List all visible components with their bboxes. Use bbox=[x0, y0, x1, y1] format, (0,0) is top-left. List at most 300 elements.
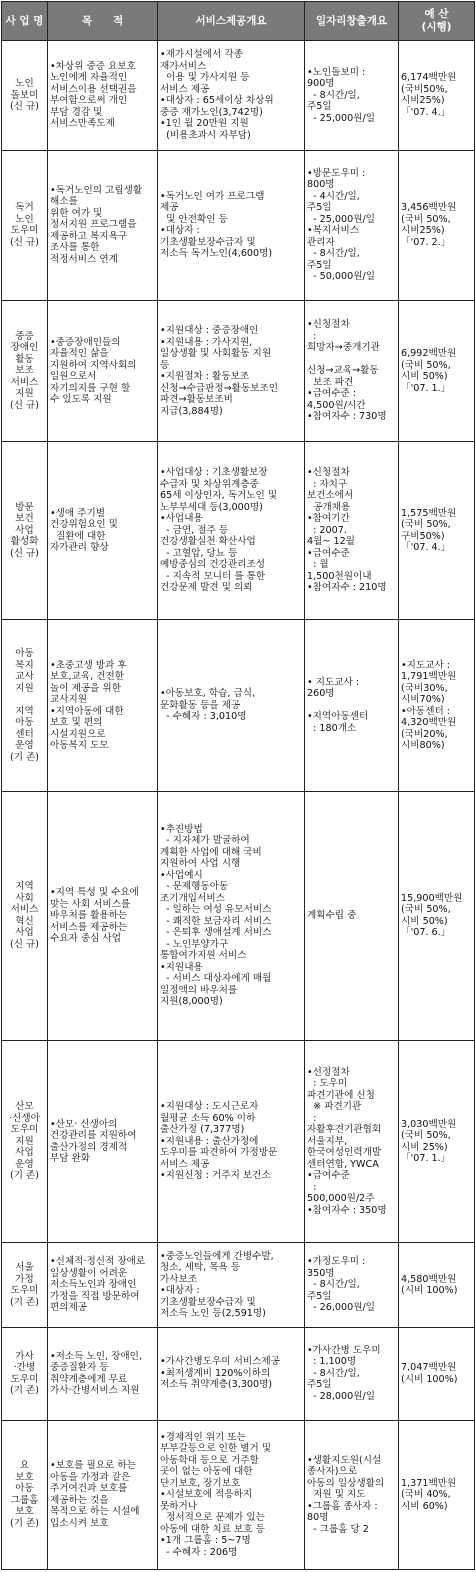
cell-line: - 문제행동아동 bbox=[160, 881, 229, 893]
cell-line: 활동 bbox=[15, 353, 34, 365]
cell-line: 7,047백만원 bbox=[401, 1362, 457, 1374]
cell-purpose bbox=[48, 442, 158, 619]
cell-line: 사업 bbox=[15, 524, 34, 536]
cell-line: 아동의 일상생활의 bbox=[307, 1477, 385, 1489]
cell-line: 위한 여가 및 bbox=[50, 207, 103, 219]
cell-line: (국비 50%, bbox=[401, 213, 451, 225]
cell-line: •차상위 중증 요보호 bbox=[50, 60, 136, 72]
cell-line: (시비 100%) bbox=[401, 1373, 458, 1385]
cell-line: : bbox=[307, 330, 317, 342]
cell-purpose bbox=[48, 1420, 158, 1569]
cell-line: (신 규) bbox=[9, 399, 40, 411]
cell-line: 공개채용 bbox=[307, 501, 351, 513]
cell-line: •산모· 신생아의 bbox=[50, 1118, 118, 1130]
cell-line: 1,791백만원 bbox=[401, 671, 457, 683]
cell-line: 정서적으로 문제가 있는 bbox=[160, 1512, 265, 1524]
cell-line: 편의제공 bbox=[50, 1302, 88, 1314]
cell-line: 가사보조 bbox=[160, 1273, 198, 1285]
cell-line: 시비 50%) bbox=[401, 915, 448, 927]
header-service: 서비스제공개요 bbox=[158, 2, 305, 41]
cell-line: 「'07. 4.」 bbox=[401, 106, 451, 118]
cell-line: •저소득 노인, 장애인, bbox=[50, 1350, 142, 1362]
cell-line: 260명 bbox=[307, 688, 335, 700]
cell-line: 서비스를 제공하는 bbox=[50, 921, 128, 933]
cell-line: 시설지원으로 bbox=[50, 728, 106, 740]
cell-line: •지역아동센터 bbox=[307, 711, 369, 723]
cell-line: 가정을 직접 방문하여 bbox=[50, 1290, 140, 1302]
cell-line: 노부부세대 등(3,000명) bbox=[160, 501, 263, 513]
cell-line: 서비스 bbox=[10, 376, 39, 388]
cell-line: •추진방법 bbox=[160, 823, 203, 835]
table-row bbox=[2, 1327, 475, 1420]
cell-line: •지원신청 : 거주지 보건소 bbox=[160, 1170, 271, 1182]
cell-line: 중증 재가노인(3,742명) bbox=[160, 106, 263, 118]
cell-line: : 180개소 bbox=[307, 722, 357, 734]
cell-line: ·간병 bbox=[13, 1362, 36, 1374]
cell-line: (시비 100%) bbox=[401, 1285, 458, 1297]
cell-line: •아동보호, 학습, 급식, bbox=[160, 688, 256, 700]
cell-line: 교사지원 bbox=[50, 694, 88, 706]
table-row bbox=[2, 619, 475, 791]
cell-line: 돌보미 bbox=[10, 89, 39, 101]
cell-line: : bbox=[307, 1112, 317, 1124]
cell-line: •독거노인 여가 프로그램 bbox=[160, 190, 265, 202]
cell-line: 저소득 독거노인(4,600명) bbox=[160, 248, 273, 260]
cell-line: 부담 완화 bbox=[50, 1153, 91, 1165]
cell-line: 65세 이상인자, 독거노인 및 bbox=[160, 490, 278, 502]
cell-line: 일상생활이 어려운 bbox=[50, 1267, 128, 1279]
cell-line: •급여수준 : bbox=[307, 388, 357, 400]
cell-line: : bbox=[307, 1181, 317, 1193]
cell-line: 수요자 중심 사업 bbox=[50, 933, 121, 945]
cell-line: 관리자 bbox=[307, 236, 335, 248]
cell-service bbox=[158, 1327, 305, 1420]
cell-line: : 월 bbox=[307, 559, 329, 571]
cell-line: - 50,000원/일 bbox=[307, 271, 375, 283]
cell-line: 운영 bbox=[15, 740, 34, 752]
cell-jobs bbox=[305, 150, 399, 300]
cell-line: 신청→교육→활동 bbox=[307, 365, 379, 377]
cell-line: 파견→활동보조비 bbox=[160, 394, 233, 406]
cell-line: 주5일 bbox=[307, 202, 332, 214]
cell-line: •지역아동에 대한 bbox=[50, 705, 124, 717]
cell-line: 4,500원/시간 bbox=[307, 399, 366, 411]
cell-line: 월평균 소득 60% 이하 bbox=[160, 1112, 256, 1124]
cell-line: 1,575백만원 bbox=[401, 507, 457, 519]
cell-line: 4,580백만원 bbox=[401, 1273, 457, 1285]
cell-line: •지원내용 bbox=[160, 961, 203, 973]
cell-line: 4,320백만원 bbox=[401, 717, 457, 729]
cell-budget bbox=[399, 1040, 475, 1243]
cell-line: : 2007. bbox=[307, 524, 347, 536]
cell-jobs bbox=[305, 619, 399, 791]
cell-line: (국비 50%, bbox=[401, 904, 451, 916]
cell-line: 주거여건과 보호를 bbox=[50, 1483, 128, 1495]
cell-line: 시비80%) bbox=[401, 740, 445, 752]
cell-line: •그룹홈 종사자 : bbox=[307, 1500, 378, 1512]
cell-line: •대상자 : 65세이상 차상위 bbox=[160, 95, 274, 107]
cell-line: 중증질환자 등 bbox=[50, 1362, 109, 1374]
cell-line: 부부갈등으로 인한 별거 및 bbox=[160, 1443, 272, 1455]
cell-line: 가정 bbox=[15, 1273, 34, 1285]
cell-line: 건강생활실천 확산사업 bbox=[160, 536, 256, 548]
cell-purpose bbox=[48, 1243, 158, 1327]
cell-line: 서비스 제공 bbox=[160, 1158, 210, 1170]
cell-line: 및 안전확인 등 bbox=[160, 213, 228, 225]
cell-line: 운영 bbox=[15, 1158, 34, 1170]
cell-line: 통합여가지원 서비스 bbox=[160, 950, 247, 962]
cell-line: 취약계층에게 무료 bbox=[50, 1373, 128, 1385]
cell-line: •복지서비스 bbox=[307, 225, 359, 237]
cell-line: 6,174백만원 bbox=[401, 72, 457, 84]
cell-line: (국비 50%, bbox=[401, 519, 451, 531]
cell-line: •대상자 : bbox=[160, 1285, 200, 1297]
cell-line: (국비 50%, bbox=[401, 359, 451, 371]
cell-line: 일정액의 바우처를 bbox=[160, 984, 238, 996]
cell-line: ※ 파견기관 bbox=[307, 1101, 362, 1113]
cell-name bbox=[2, 1040, 48, 1243]
cell-line: 사회 bbox=[15, 892, 34, 904]
cell-name bbox=[2, 792, 48, 1040]
cell-jobs bbox=[305, 1040, 399, 1243]
cell-line: 장애인 bbox=[10, 342, 39, 354]
cell-line: •중증노인들에게 간병수발, bbox=[160, 1250, 274, 1262]
cell-line: •급여수준 bbox=[307, 547, 350, 559]
cell-line: 교사 bbox=[15, 671, 34, 683]
cell-line: 복지 bbox=[15, 659, 34, 671]
cell-line: 「'07. 6.」 bbox=[401, 927, 451, 939]
cell-line: 그룹홈 bbox=[10, 1494, 39, 1506]
cell-line: 서비스만족도제 bbox=[50, 118, 115, 130]
cell-line: 이용 및 가사지원 등 bbox=[160, 72, 250, 84]
cell-name bbox=[2, 41, 48, 151]
cell-line: 보건 bbox=[15, 513, 34, 525]
header-purpose: 목 적 bbox=[48, 2, 158, 41]
cell-service bbox=[158, 1040, 305, 1243]
cell-line: •지원내용 : 가사지원, bbox=[160, 336, 253, 348]
cell-line: •초중고생 방과 후 bbox=[50, 659, 127, 671]
cell-jobs bbox=[305, 442, 399, 619]
cell-service bbox=[158, 41, 305, 151]
cell-line: 서비스 제공 bbox=[160, 83, 210, 95]
cell-line: 독거 bbox=[15, 202, 34, 214]
cell-jobs bbox=[305, 300, 399, 442]
cell-line: 센터 bbox=[15, 728, 34, 740]
cell-line: 부담 경감 및 bbox=[50, 106, 103, 118]
cell-line: 희망자→중개기관 bbox=[307, 342, 380, 354]
cell-line: 구비50%) bbox=[401, 530, 445, 542]
cell-line: 지원하여 지역사회의 bbox=[50, 359, 137, 371]
cell-line: 정서지원 프로그램을 bbox=[50, 219, 137, 231]
cell-line: 보호 bbox=[15, 1506, 34, 1518]
cell-line: •참여자수 : 730명 bbox=[307, 411, 387, 423]
cell-line: 자율적인 삶을 bbox=[50, 348, 109, 360]
cell-line: 350명 bbox=[307, 1267, 335, 1279]
cell-line: 계획수립 중 bbox=[307, 910, 357, 922]
cell-line: 출산가정의 경제적 bbox=[50, 1141, 128, 1153]
cell-line: •지원대상 : 중증장애인 bbox=[160, 325, 259, 337]
cell-line: (국비 50%, bbox=[401, 1130, 451, 1142]
table-body bbox=[2, 41, 475, 1570]
cell-line: 아동 bbox=[15, 1483, 34, 1495]
cell-line: 시비25%) bbox=[401, 225, 445, 237]
cell-purpose bbox=[48, 1040, 158, 1243]
cell-line: - 수혜자 : 206명 bbox=[160, 1546, 238, 1558]
cell-line: 아동복지 도모 bbox=[50, 740, 109, 752]
table-row bbox=[2, 150, 475, 300]
cell-line: •지도교사 : bbox=[401, 659, 451, 671]
cell-line: 시비25%) bbox=[401, 95, 445, 107]
cell-budget bbox=[399, 150, 475, 300]
cell-line: 지급(3,884명) bbox=[160, 405, 223, 417]
cell-line: (국비50%, bbox=[401, 83, 448, 95]
cell-line: 노인 bbox=[15, 78, 34, 89]
cell-line: - 쾌적한 보금자리 서비스 bbox=[160, 915, 272, 927]
cell-line: 「'07. 1.」 bbox=[401, 382, 451, 394]
cell-line: - 그룹홈 당 2 bbox=[307, 1523, 369, 1535]
cell-budget bbox=[399, 442, 475, 619]
cell-line: 자활후견기관협회 bbox=[307, 1124, 382, 1136]
cell-line: 보조 bbox=[15, 365, 34, 377]
cell-line: 보호,교육, 건전한 bbox=[50, 671, 125, 683]
cell-line: •생활지도원(시설 bbox=[307, 1454, 382, 1466]
cell-line: (국비30%, bbox=[401, 682, 448, 694]
cell-line: 시비 25%) bbox=[401, 1141, 448, 1153]
cell-line: (국비 40%, bbox=[401, 1489, 451, 1501]
cell-line: •지역 특성 및 수요에 bbox=[50, 887, 139, 899]
cell-line: (신 규) bbox=[9, 236, 40, 248]
cell-line: 지원하여 사업 시행 bbox=[160, 858, 241, 870]
cell-line: 15,900백만원 bbox=[401, 892, 463, 904]
cell-name bbox=[2, 442, 48, 619]
table-row bbox=[2, 792, 475, 1040]
cell-name bbox=[2, 1420, 48, 1569]
cell-line: - 금연, 절주 등 bbox=[160, 524, 229, 536]
cell-line: •1개 그룹홈 : 5~7명 bbox=[160, 1535, 251, 1547]
cell-line: •재가시설에서 각종 bbox=[160, 49, 243, 61]
cell-line: •아동센터 : bbox=[401, 705, 451, 717]
cell-line: 자기의지를 구현 할 bbox=[50, 382, 131, 394]
cell-line: •지원내용 : 출산가정에 bbox=[160, 1135, 259, 1147]
cell-line: (기 존) bbox=[9, 1517, 40, 1529]
cell-line: •참여기간 bbox=[307, 513, 350, 525]
cell-line: 놀이 제공을 위한 bbox=[50, 682, 121, 694]
cell-line: 노인 bbox=[15, 213, 34, 225]
table-row bbox=[2, 1040, 475, 1243]
cell-line: 보호 및 편의 bbox=[50, 717, 103, 729]
cell-line: •참여자수 : 350명 bbox=[307, 1204, 387, 1216]
cell-budget bbox=[399, 1243, 475, 1327]
header-budget: 예 산 (시행) bbox=[399, 2, 475, 41]
cell-line: •신청절차 bbox=[307, 467, 350, 479]
cell-line: 수급자 및 차상위계층중 bbox=[160, 478, 259, 490]
cell-line: 1,371백만원 bbox=[401, 1477, 457, 1489]
cell-line: - 일하는 여성 유모서비스 bbox=[160, 904, 272, 916]
cell-line: 시비 60%) bbox=[401, 1500, 448, 1512]
cell-line: 주5일 bbox=[307, 259, 332, 271]
cell-line: 지원 bbox=[15, 682, 34, 694]
cell-line: 아동학대 등으로 거주할 bbox=[160, 1454, 259, 1466]
cell-line: 저소득 노인 등(2,591명) bbox=[160, 1308, 266, 1320]
table-header-row bbox=[2, 2, 475, 41]
cell-jobs bbox=[305, 1327, 399, 1420]
cell-line: 지원(8,000명) bbox=[160, 996, 223, 1008]
cell-line: 도우미 bbox=[10, 1285, 39, 1297]
cell-line: •생애 주기별 bbox=[50, 507, 106, 519]
cell-line: 일상생활 및 사회활동 지원 bbox=[160, 348, 272, 360]
cell-line: 800명 bbox=[307, 179, 335, 191]
cell-line: 저소득 취약계층(3,300명) bbox=[160, 1379, 273, 1391]
cell-line: •보호를 필요로 하는 bbox=[50, 1460, 136, 1472]
cell-purpose bbox=[48, 619, 158, 791]
cell-line: 사업 bbox=[15, 927, 34, 939]
cell-budget bbox=[399, 619, 475, 791]
cell-line: (기 존) bbox=[9, 751, 40, 763]
cell-line: 아동 bbox=[15, 717, 34, 729]
cell-line: (비용초과시 자부담) bbox=[160, 129, 251, 141]
cell-line: 질환에 대한 bbox=[50, 530, 106, 542]
cell-line: - 지속적 모니터 를 통한 bbox=[160, 570, 266, 582]
cell-purpose bbox=[48, 1327, 158, 1420]
cell-line: 종사자)으로 bbox=[307, 1466, 358, 1478]
cell-line: : 자치구 bbox=[307, 478, 348, 490]
cell-line: 「'07. 4.」 bbox=[401, 542, 451, 554]
cell-line: 보건소에서 bbox=[307, 490, 354, 502]
cell-purpose bbox=[48, 41, 158, 151]
cell-line: 한국여성인력개발 bbox=[307, 1147, 382, 1159]
cell-line: •노인돌보미 : bbox=[307, 66, 366, 78]
cell-line: 아동을 가정과 같은 bbox=[50, 1471, 131, 1483]
cell-line: 목적으로 하는 시설에 bbox=[50, 1506, 140, 1518]
cell-line: 수 있도록 지원 bbox=[50, 394, 112, 406]
cell-line: 「'07. 2.」 bbox=[401, 236, 451, 248]
cell-line bbox=[307, 700, 396, 712]
cell-purpose bbox=[48, 150, 158, 300]
cell-budget bbox=[399, 1420, 475, 1569]
cell-line: 1,500천원이내 bbox=[307, 570, 372, 582]
cell-line: • 지도교사 : bbox=[307, 676, 360, 688]
cell-budget bbox=[399, 300, 475, 442]
cell-line: 시비 50%) bbox=[401, 371, 448, 383]
cell-line: 지역 bbox=[15, 881, 34, 893]
cell-line: •시설보호에 적응하지 bbox=[160, 1489, 253, 1501]
cell-purpose bbox=[48, 300, 158, 442]
cell-line: •가사간병도우미 서비스제공 bbox=[160, 1356, 280, 1368]
cell-line: 서비스이용 선택권을 bbox=[50, 83, 137, 95]
cell-line: - 25,000원/일 bbox=[307, 112, 375, 124]
cell-line: - 8시간/일, bbox=[307, 1367, 360, 1379]
cell-line: - 은퇴후 생애설계 서비스 bbox=[160, 927, 272, 939]
cell-line: 곳이 없는 아동에 대한 bbox=[160, 1466, 253, 1478]
cell-line: 도우미 bbox=[10, 1124, 39, 1136]
cell-line: 기초생활보장수급자 및 bbox=[160, 236, 256, 248]
cell-line: 방문 bbox=[15, 501, 34, 513]
cell-budget bbox=[399, 1327, 475, 1420]
cell-line: •사업예시 bbox=[160, 869, 203, 881]
cell-line: 지역 bbox=[15, 705, 34, 717]
cell-line: 조기개입서비스 bbox=[160, 892, 225, 904]
cell-name bbox=[2, 1327, 48, 1420]
table-row bbox=[2, 1420, 475, 1569]
cell-line: 청소, 세탁, 목욕 등 bbox=[160, 1262, 241, 1274]
cell-line: 건강위험요인 및 bbox=[50, 519, 118, 531]
cell-line: 6,992백만원 bbox=[401, 348, 457, 360]
cell-line: 입소시켜 보호 bbox=[50, 1517, 109, 1529]
cell-line: 출산가정 (7,377명) bbox=[160, 1124, 245, 1136]
cell-line: 요 bbox=[19, 1460, 30, 1472]
cell-line: 아동 bbox=[15, 648, 34, 660]
cell-service bbox=[158, 1243, 305, 1327]
cell-line: 지원 bbox=[15, 388, 34, 400]
cell-line: 조사를 통한 bbox=[50, 242, 100, 254]
cell-line: 중증 bbox=[15, 330, 34, 342]
cell-line: 저소득노인과 장애인 bbox=[50, 1279, 137, 1291]
cell-line: •신청절차 bbox=[307, 319, 350, 331]
cell-line: 못하거나 bbox=[160, 1500, 198, 1512]
cell-name bbox=[2, 1243, 48, 1327]
cell-line: - 수혜자 : 3,010명 bbox=[160, 711, 247, 723]
cell-line: - 노인부양가구 bbox=[160, 938, 229, 950]
header-name: 사 업 명 bbox=[2, 2, 48, 41]
cell-line: 주5일 bbox=[307, 101, 332, 112]
cell-line: 시비70%) bbox=[401, 694, 445, 706]
cell-line: 보조 파견 bbox=[307, 376, 354, 388]
cell-jobs bbox=[305, 1243, 399, 1327]
cell-line: 3,030백만원 bbox=[401, 1118, 457, 1130]
table-row bbox=[2, 1243, 475, 1327]
cell-purpose bbox=[48, 792, 158, 1040]
program-table bbox=[1, 1, 475, 1570]
cell-jobs bbox=[305, 41, 399, 151]
cell-line: 단기보호, 장기보호 bbox=[160, 1477, 241, 1489]
cell-line: •중증장애인들의 bbox=[50, 336, 121, 348]
cell-service bbox=[158, 150, 305, 300]
cell-jobs bbox=[305, 792, 399, 1040]
cell-line: 500,000원/2주 bbox=[307, 1193, 375, 1205]
cell-line: (신 규) bbox=[9, 938, 40, 950]
cell-line: 제공하고 복지욕구 bbox=[50, 230, 128, 242]
cell-line: 건강문제 발견 및 의뢰 bbox=[160, 582, 253, 594]
cell-line: 4월~ 12월 bbox=[307, 536, 355, 548]
cell-line: •신체적·정신적 장애로 bbox=[50, 1256, 146, 1268]
cell-name bbox=[2, 300, 48, 442]
cell-line: •방문도우미 : bbox=[307, 167, 366, 179]
cell-line: 해소를 bbox=[50, 196, 78, 208]
cell-line: - 4시간/일, bbox=[307, 190, 360, 202]
cell-line: 노인에게 자율적인 bbox=[50, 72, 128, 84]
cell-line: 3,456백만원 bbox=[401, 202, 457, 214]
cell-line: •지원대상 : 도시근로자 bbox=[160, 1101, 259, 1113]
cell-line: 도우미를 파견하여 가정방문 bbox=[160, 1147, 278, 1159]
cell-line: 사업 bbox=[15, 1147, 34, 1159]
cell-line: - 서비스 대상자에게 매월 bbox=[160, 973, 272, 985]
cell-name bbox=[2, 619, 48, 791]
cell-line: 서울 bbox=[15, 1262, 34, 1274]
cell-line: 등 bbox=[160, 359, 170, 371]
cell-line: - 28,000원/일 bbox=[307, 1390, 375, 1402]
cell-line: (기 존) bbox=[9, 1296, 40, 1308]
cell-service bbox=[158, 1420, 305, 1569]
cell-line: 900명 bbox=[307, 78, 335, 89]
cell-line: •지원절차 : 활동보조 bbox=[160, 371, 250, 383]
table-row bbox=[2, 442, 475, 619]
cell-line: 지원 bbox=[15, 1135, 34, 1147]
cell-line: - 고혈압, 당뇨 등 bbox=[160, 547, 238, 559]
cell-line: •가사간병 도우미 bbox=[307, 1344, 381, 1356]
cell-line: : 도우미 bbox=[307, 1078, 348, 1090]
cell-line: •사업대상 : 기초생활보장 bbox=[160, 467, 268, 479]
cell-line: 맞는 사회 서비스를 bbox=[50, 898, 131, 910]
